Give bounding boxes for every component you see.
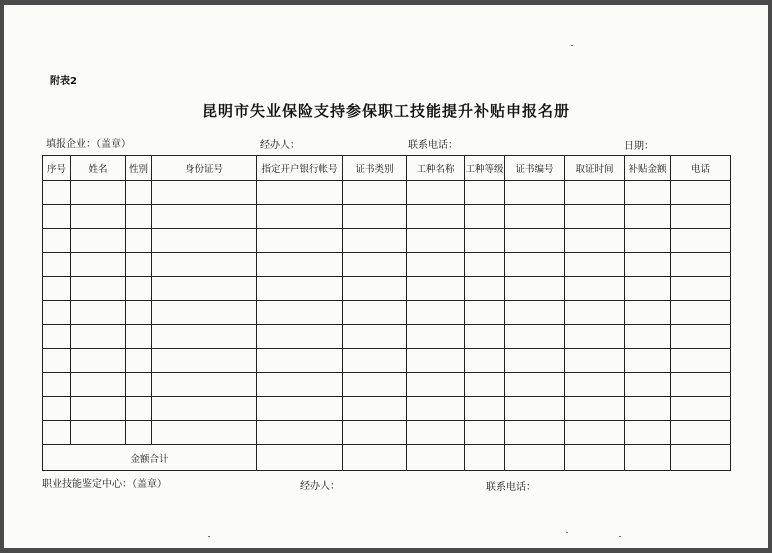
table-cell bbox=[465, 397, 505, 421]
table-cell bbox=[343, 277, 407, 301]
column-header: 证书类别 bbox=[343, 156, 407, 181]
table-cell bbox=[565, 373, 625, 397]
table-cell bbox=[565, 325, 625, 349]
table-cell bbox=[671, 205, 731, 229]
table-cell bbox=[343, 421, 407, 445]
table-cell bbox=[343, 181, 407, 205]
table-cell bbox=[505, 277, 565, 301]
table-cell bbox=[43, 253, 71, 277]
table-cell bbox=[465, 229, 505, 253]
column-header: 身份证号 bbox=[152, 156, 257, 181]
table-cell bbox=[71, 229, 126, 253]
table-cell bbox=[126, 205, 152, 229]
column-header: 姓名 bbox=[71, 156, 126, 181]
table-cell bbox=[71, 349, 126, 373]
table-cell bbox=[343, 253, 407, 277]
table-cell bbox=[126, 181, 152, 205]
table-cell bbox=[407, 253, 465, 277]
table-cell bbox=[407, 349, 465, 373]
table-cell bbox=[625, 421, 671, 445]
table-cell bbox=[71, 301, 126, 325]
table-cell bbox=[126, 325, 152, 349]
table-cell bbox=[343, 229, 407, 253]
table-cell bbox=[343, 397, 407, 421]
table-cell bbox=[625, 349, 671, 373]
table-cell bbox=[671, 325, 731, 349]
table-cell bbox=[71, 277, 126, 301]
table-cell bbox=[257, 373, 343, 397]
table-cell bbox=[625, 181, 671, 205]
table-cell bbox=[465, 205, 505, 229]
table-cell bbox=[43, 349, 71, 373]
total-label: 金额合计 bbox=[43, 445, 257, 471]
table-cell bbox=[43, 205, 71, 229]
table-cell bbox=[407, 325, 465, 349]
table-cell bbox=[126, 373, 152, 397]
table-cell bbox=[671, 181, 731, 205]
table-cell bbox=[465, 277, 505, 301]
total-row bbox=[43, 445, 731, 471]
table-cell bbox=[671, 445, 731, 471]
table-cell bbox=[126, 277, 152, 301]
scan-speck bbox=[566, 532, 568, 533]
table-cell bbox=[343, 373, 407, 397]
table-cell bbox=[257, 349, 343, 373]
table-cell bbox=[71, 253, 126, 277]
table-cell bbox=[625, 445, 671, 471]
table-cell bbox=[407, 301, 465, 325]
table-cell bbox=[625, 373, 671, 397]
table-cell bbox=[671, 229, 731, 253]
table-cell bbox=[565, 301, 625, 325]
table-cell bbox=[565, 205, 625, 229]
table-cell bbox=[43, 301, 71, 325]
table-cell bbox=[152, 301, 257, 325]
table-cell bbox=[71, 181, 126, 205]
table-cell bbox=[625, 253, 671, 277]
table-cell bbox=[126, 397, 152, 421]
table-cell bbox=[152, 277, 257, 301]
column-header: 工种等级 bbox=[465, 156, 505, 181]
column-header: 工种名称 bbox=[407, 156, 465, 181]
table-cell bbox=[71, 397, 126, 421]
table-cell bbox=[126, 301, 152, 325]
table-cell bbox=[565, 421, 625, 445]
table-cell bbox=[505, 253, 565, 277]
table-cell bbox=[43, 277, 71, 301]
table-cell bbox=[671, 349, 731, 373]
table-row bbox=[43, 253, 731, 277]
handler-field-label: 经办人： bbox=[260, 140, 300, 151]
table-cell bbox=[505, 181, 565, 205]
table-cell bbox=[671, 301, 731, 325]
table-cell bbox=[505, 205, 565, 229]
table-cell bbox=[257, 421, 343, 445]
table-cell bbox=[152, 181, 257, 205]
subsidy-register-table bbox=[42, 155, 731, 471]
table-cell bbox=[565, 253, 625, 277]
table-cell bbox=[671, 397, 731, 421]
table-cell bbox=[257, 253, 343, 277]
table-cell bbox=[152, 421, 257, 445]
table-cell bbox=[505, 301, 565, 325]
footer-handler-label: 经办人： bbox=[300, 481, 340, 492]
table-cell bbox=[152, 229, 257, 253]
table-cell bbox=[505, 229, 565, 253]
table-cell bbox=[152, 373, 257, 397]
table-row bbox=[43, 325, 731, 349]
table-cell bbox=[505, 421, 565, 445]
table-cell bbox=[71, 205, 126, 229]
table-cell bbox=[43, 325, 71, 349]
table-cell bbox=[407, 421, 465, 445]
table-cell bbox=[565, 349, 625, 373]
table-row bbox=[43, 229, 731, 253]
table-cell bbox=[407, 373, 465, 397]
table-cell bbox=[343, 445, 407, 471]
table-cell bbox=[671, 421, 731, 445]
table-cell bbox=[625, 325, 671, 349]
table-cell bbox=[343, 205, 407, 229]
table-cell bbox=[671, 373, 731, 397]
table-cell bbox=[465, 373, 505, 397]
table-cell bbox=[126, 421, 152, 445]
table-cell bbox=[565, 229, 625, 253]
phone-field-label: 联系电话： bbox=[408, 140, 458, 151]
table-cell bbox=[465, 301, 505, 325]
table-row bbox=[43, 349, 731, 373]
table-row bbox=[43, 301, 731, 325]
table-cell bbox=[671, 277, 731, 301]
table-cell bbox=[565, 181, 625, 205]
table-cell bbox=[671, 253, 731, 277]
column-header: 电话 bbox=[671, 156, 731, 181]
table-cell bbox=[152, 349, 257, 373]
table-cell bbox=[465, 445, 505, 471]
table-row bbox=[43, 373, 731, 397]
table-cell bbox=[565, 277, 625, 301]
table-body bbox=[43, 181, 731, 445]
table-cell bbox=[407, 277, 465, 301]
document-page bbox=[4, 5, 768, 548]
table-cell bbox=[152, 253, 257, 277]
table-cell bbox=[625, 229, 671, 253]
column-header: 序号 bbox=[43, 156, 71, 181]
table-cell bbox=[625, 205, 671, 229]
table-cell bbox=[43, 229, 71, 253]
document-title: 昆明市失业保险支持参保职工技能提升补贴申报名册 bbox=[201, 102, 570, 120]
table-cell bbox=[257, 397, 343, 421]
table-cell bbox=[152, 397, 257, 421]
table-cell bbox=[407, 181, 465, 205]
table-cell bbox=[407, 397, 465, 421]
table-cell bbox=[343, 301, 407, 325]
table-cell bbox=[505, 397, 565, 421]
table-cell bbox=[126, 349, 152, 373]
attachment-label: 附表2 bbox=[50, 76, 77, 87]
table-row bbox=[43, 397, 731, 421]
table-cell bbox=[407, 445, 465, 471]
table-cell bbox=[43, 373, 71, 397]
table-cell bbox=[71, 373, 126, 397]
table-cell bbox=[257, 181, 343, 205]
table-cell bbox=[257, 445, 343, 471]
table-cell bbox=[625, 277, 671, 301]
table-cell bbox=[126, 253, 152, 277]
table-cell bbox=[407, 205, 465, 229]
table-cell bbox=[257, 301, 343, 325]
table-cell bbox=[43, 397, 71, 421]
table-header-row bbox=[43, 156, 731, 181]
scan-speck bbox=[571, 45, 573, 46]
footer-phone-label: 联系电话： bbox=[486, 482, 536, 493]
table-row bbox=[43, 277, 731, 301]
scan-speck bbox=[619, 536, 621, 537]
table-row bbox=[43, 181, 731, 205]
table-cell bbox=[71, 421, 126, 445]
scan-speck bbox=[208, 536, 210, 537]
center-field-label: 职业技能鉴定中心：（盖章） bbox=[42, 479, 167, 490]
table-cell bbox=[505, 325, 565, 349]
table-cell bbox=[343, 349, 407, 373]
table-cell bbox=[71, 325, 126, 349]
table-cell bbox=[343, 325, 407, 349]
table-cell bbox=[257, 229, 343, 253]
table-cell bbox=[465, 181, 505, 205]
table-cell bbox=[43, 421, 71, 445]
table-cell bbox=[625, 301, 671, 325]
column-header: 取证时间 bbox=[565, 156, 625, 181]
table-cell bbox=[465, 349, 505, 373]
table-cell bbox=[257, 205, 343, 229]
date-field-label: 日期： bbox=[624, 141, 654, 152]
table-row bbox=[43, 421, 731, 445]
table-cell bbox=[505, 373, 565, 397]
table-cell bbox=[505, 349, 565, 373]
table-cell bbox=[625, 397, 671, 421]
table-cell bbox=[407, 229, 465, 253]
table-cell bbox=[126, 229, 152, 253]
table-cell bbox=[152, 205, 257, 229]
table-cell bbox=[565, 397, 625, 421]
table-cell bbox=[565, 445, 625, 471]
table-cell bbox=[465, 421, 505, 445]
column-header: 指定开户银行帐号 bbox=[257, 156, 343, 181]
table-cell bbox=[257, 277, 343, 301]
company-field-label: 填报企业：（盖章） bbox=[46, 139, 131, 150]
column-header: 证书编号 bbox=[505, 156, 565, 181]
table-cell bbox=[152, 325, 257, 349]
table-cell bbox=[505, 445, 565, 471]
table-cell bbox=[465, 253, 505, 277]
table-row bbox=[43, 205, 731, 229]
column-header: 补贴金额 bbox=[625, 156, 671, 181]
table-cell bbox=[43, 181, 71, 205]
table-cell bbox=[465, 325, 505, 349]
table-cell bbox=[257, 325, 343, 349]
column-header: 性别 bbox=[126, 156, 152, 181]
